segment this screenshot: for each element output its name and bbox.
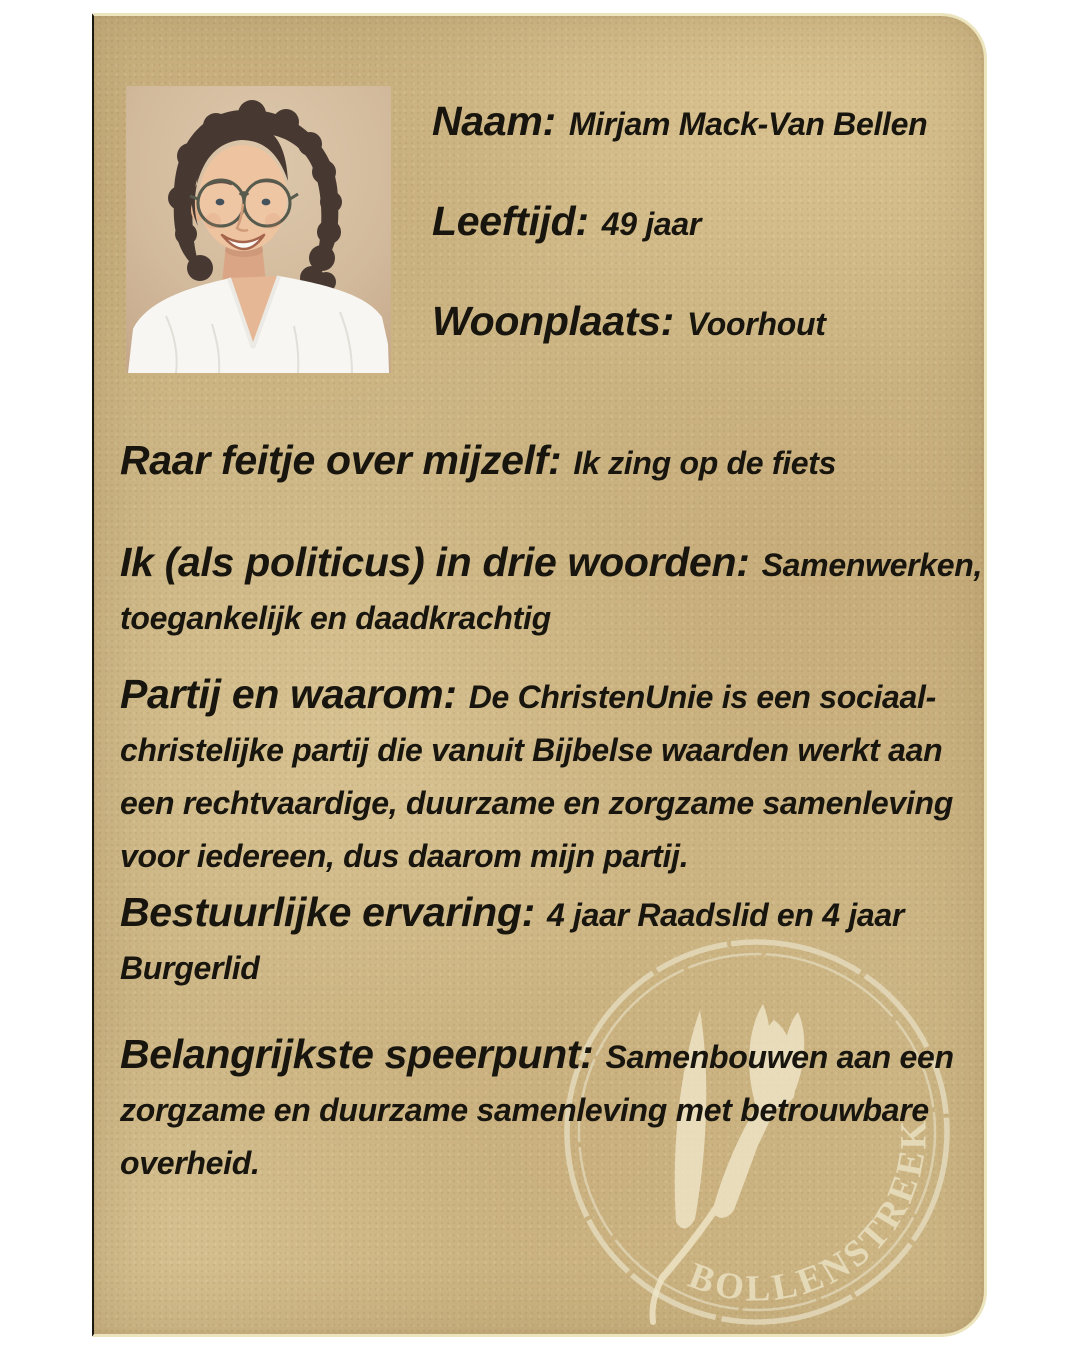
section-label: Belangrijkste speerpunt:	[120, 1031, 594, 1077]
section-bestuurlijke-ervaring	[120, 889, 987, 998]
field-leeftijd	[432, 196, 701, 249]
cheek	[265, 213, 281, 229]
section-label: Ik (als politicus) in drie woorden:	[120, 539, 750, 585]
field-naam-value: Mirjam Mack-Van Bellen	[568, 106, 928, 142]
parchment-card	[92, 13, 987, 1337]
section-raar-feitje	[120, 437, 987, 493]
field-woonplaats-label: Woonplaats:	[432, 298, 674, 344]
section-label: Bestuurlijke ervaring:	[120, 889, 535, 935]
field-leeftijd-label: Leeftijd:	[432, 198, 589, 244]
field-woonplaats-value: Voorhout	[686, 306, 826, 342]
field-naam-label: Naam:	[432, 98, 556, 144]
section-value: Samenwerken, toegankelijk en daadkrachtig	[120, 547, 983, 636]
field-naam	[432, 96, 927, 149]
section-label: Raar feitje over mijzelf:	[120, 437, 562, 483]
portrait-photo	[126, 86, 391, 373]
section-value: Ik zing op de fiets	[573, 445, 837, 481]
watermark-text: BOLLENSTREEK	[683, 1116, 935, 1310]
field-leeftijd-value: 49 jaar	[601, 206, 702, 242]
section-partij	[120, 671, 987, 886]
section-label: Partij en waarom:	[120, 671, 457, 717]
section-drie-woorden	[120, 539, 987, 648]
section-value: 4 jaar Raadslid en 4 jaar Burgerlid	[120, 897, 905, 986]
field-woonplaats	[432, 296, 826, 349]
section-speerpunt	[120, 1031, 987, 1193]
section-value: Samenbouwen aan een zorgzame en duurzame samenleving met betrouwbare overheid.	[120, 1039, 954, 1181]
cheek	[205, 213, 221, 229]
section-value: De ChristenUnie is een sociaal-christelijke partij die vanuit Bijbelse waarden werkt aan een rechtvaardige, duurzame en zorgzame samenleving voor iedereen, dus daarom mijn partij.	[120, 679, 953, 874]
